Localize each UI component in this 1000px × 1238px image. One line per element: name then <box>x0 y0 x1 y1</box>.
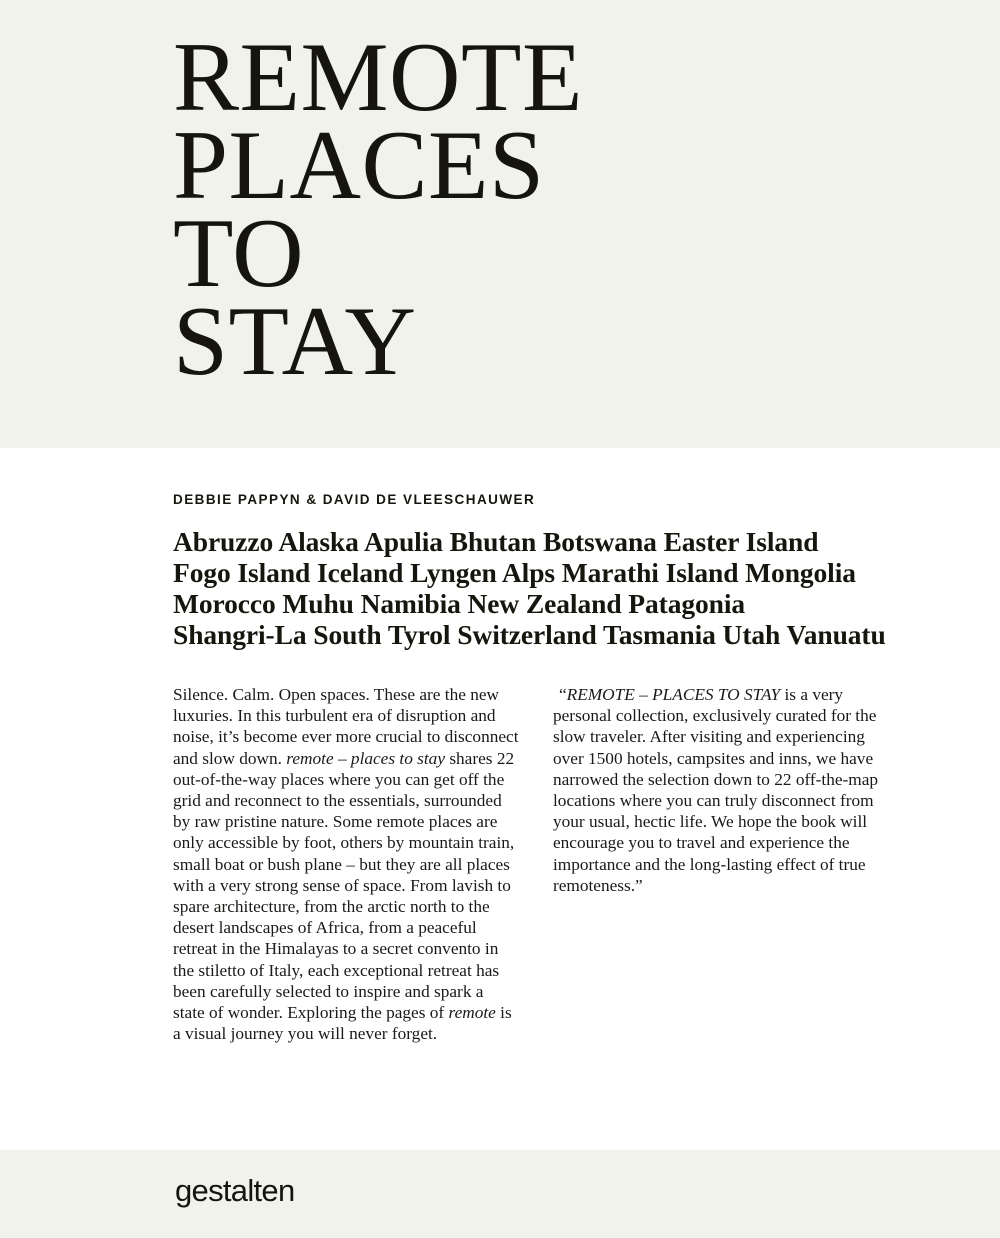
title-line-2: PLACES <box>173 111 545 220</box>
hero-band <box>0 0 1000 448</box>
destination-line: Fogo Island Iceland Lyngen Alps Marathi Island Mongolia <box>173 557 856 588</box>
quote-column <box>553 684 899 896</box>
title-line-1: REMOTE <box>173 23 583 132</box>
authors-byline: DEBBIE PAPPYN & DAVID DE VLEESCHAUWER <box>173 492 536 507</box>
title-line-3: TO <box>173 199 305 308</box>
quote-open-mark: “ <box>559 685 567 704</box>
quote-text: is a very personal collection, exclusively curated for the slow traveler. After visiting and experiencing over 1500 hotels, campsites and inns, we have narrowed the selection down to 22 off-the-map locations where you can truly disconnect from your usual, hectic life. We hope the book will encourage you to travel and experience the importance and the long-lasting effect of true remoteness.” <box>553 685 879 895</box>
publisher-logo: gestalten <box>175 1173 295 1208</box>
description-emphasis-2: remote <box>448 1003 496 1023</box>
description-column <box>173 684 519 1044</box>
description-emphasis-1: remote – places to stay <box>286 748 445 768</box>
description-text-2: shares 22 out-of-the-way places where you can get off the grid and reconnect to the essentials, surrounded by raw pristine nature. Some remote places are only accessible by foot, others by mountain train, small boat or bush plane – but they are all places with a very strong sense of space. From lavish to spare architecture, from the arctic north to the desert landscapes of Africa, from a peaceful retreat in the Himalayas to a secret convento in the stiletto of Italy, each exceptional retreat has been carefully selected to inspire and spark a state of wonder. Exploring the pages of <box>173 748 515 1023</box>
destination-line: Morocco Muhu Namibia New Zealand Patagonia <box>173 588 746 619</box>
destination-line: Abruzzo Alaska Apulia Bhutan Botswana Easter Island <box>173 526 819 557</box>
quote-paragraph <box>553 684 899 896</box>
description-text-3: is a visual journey you will never forget. <box>173 1003 512 1044</box>
content-section <box>0 448 1000 1150</box>
description-text-1: Silence. Calm. Open spaces. These are the new luxuries. In this turbulent era of disruption and noise, it’s become ever more crucial to disconnect and slow down. <box>173 685 519 768</box>
footer-band <box>0 1150 1000 1238</box>
destination-line: Shangri-La South Tyrol Switzerland Tasmania Utah Vanuatu <box>173 619 886 650</box>
title-line-4: STAY <box>173 287 417 396</box>
description-paragraph <box>173 684 519 1044</box>
destination-list <box>173 526 933 650</box>
quote-emphasis-title: REMOTE – PLACES TO STAY <box>566 685 781 704</box>
page-title <box>173 23 933 396</box>
